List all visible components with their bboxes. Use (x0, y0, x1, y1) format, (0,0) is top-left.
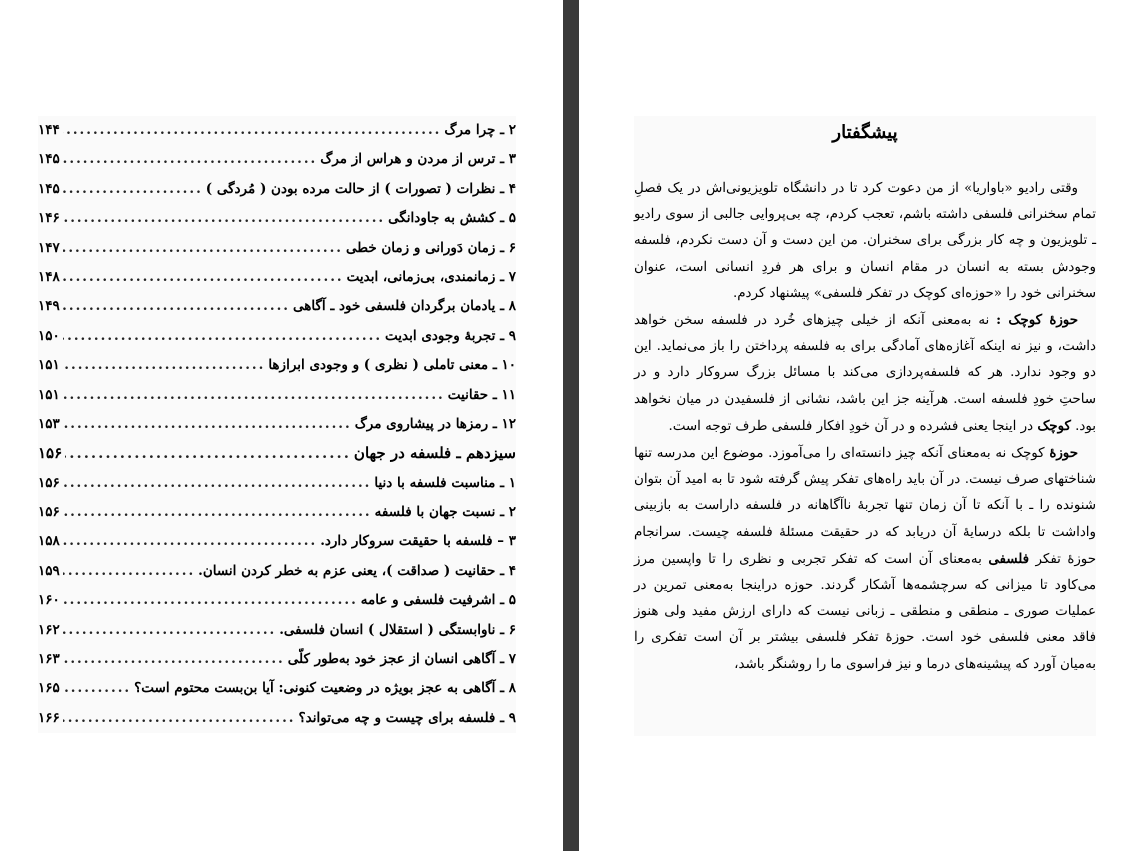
toc-chapter-heading (38, 439, 516, 468)
toc-entry (38, 616, 516, 645)
preface-paragraph-2-text-b: در اینجا یعنی فشرده و در آن خودِ افکار فلسفی طرف توجه است. (668, 418, 1038, 434)
toc-page-number: ۱۶۳ (38, 651, 60, 668)
toc-dot-leader (63, 527, 317, 556)
toc-page-number: ۱۵۱ (38, 357, 60, 374)
term-domain: حوزهٔ (1049, 445, 1078, 462)
toc-page-number: ۱۵۶ (38, 444, 63, 463)
toc-dot-leader (63, 616, 276, 645)
toc-page-number: ۱۵۸ (38, 533, 60, 550)
toc-dot-leader (63, 351, 266, 380)
page-gutter (563, 0, 579, 851)
toc-entry (38, 175, 516, 204)
toc-entry-title: سیزدهم ـ فلسفه در جهان (353, 444, 516, 463)
toc-entry-title: ۱۲ ـ رمزها در پیشاروی مرگ (354, 415, 516, 432)
toc-dot-leader (63, 469, 372, 498)
toc-page-number: ۱۶۶ (38, 709, 60, 726)
toc-entry (38, 498, 516, 527)
toc-entry (38, 116, 516, 145)
toc-entry-title: ۳ ـ ترس از مردن و هراس از مرگ (320, 151, 516, 168)
toc-entry (38, 557, 516, 586)
toc-entry-title: ۲ ـ چرا مرگ (444, 122, 516, 138)
toc-entry-title: ۹ ـ فلسفه برای چیست و چه می‌تواند؟ (298, 709, 516, 726)
toc-dot-leader (63, 204, 385, 233)
toc-dot-leader (63, 175, 203, 204)
preface-paragraph-3-text-b: به‌معنای آن است که تفکر تجربی و نظری را تا واپسین مرز می‌کاود تا میزانی که سرچشمه‌ها آشکار گردند. حوزه دراینجا به‌معنی تمرین در عملیات صوری ـ منطقی و منطقی ـ زبانی نیست که دارای ارزش مفید ولی هنوز فاقد معنی فلسفی خود است. حوزهٔ تفکر فلسفی بیشتر بر آن است تفکری را به‌میان آورد که پیشینه‌های درما و نیز فراسوی ما را روشنگر باشد، (634, 551, 1096, 672)
toc-page-number: ۱۴۹ (38, 298, 60, 315)
toc-dot-leader (63, 263, 344, 292)
term-philosophical: فلسفی (988, 550, 1030, 567)
toc-entry-title: ۶ ـ ناوابستگی ( استقلال ) انسان فلسفی. (279, 621, 516, 638)
term-small: کوچک (1037, 417, 1071, 434)
toc-dot-leader (63, 381, 445, 410)
toc-dot-leader (63, 410, 352, 439)
toc-dot-leader (63, 116, 442, 145)
toc-entry-title: ۱۰ ـ معنی تاملی ( نظری ) و وجودی ابرازها (268, 357, 516, 374)
toc-entry (38, 322, 516, 351)
preface-section (634, 116, 1096, 736)
preface-paragraph-3 (634, 440, 1096, 678)
toc-entry-title: ۷ ـ آگاهی انسان از عجز خود به‌طور کلّی (287, 651, 516, 668)
toc-entry-title: ۷ ـ زمانمندی، بی‌زمانی، ابدیت (346, 268, 516, 285)
toc-dot-leader (63, 292, 290, 321)
toc-dot-leader (63, 704, 296, 733)
toc-entry-title: ۳ – فلسفه با حقیقت سروکار دارد. (320, 533, 516, 550)
toc-dot-leader (63, 645, 285, 674)
toc-entry (38, 381, 516, 410)
toc-page-number: ۱۴۷ (38, 239, 60, 256)
toc-page-number: ۱۴۴ (38, 122, 60, 138)
preface-paragraph-2-text-a: نه به‌معنی آنکه از خیلی چیزهای خُرد در فلسفه سخن خواهد داشت، و نیز نه اینکه آغازه‌های آمادگی برای به فلسفه پرداختن را باز می‌نماید. این دو وجود ندارد. هر که فلسفه‌پردازی می‌کند با مسائل بزرگ سروکار دارد و در ساحتِ خودِ فلسفه است. هرآینه جز این باشد، نشانی از فلسفیدن در میان نخواهد بود. (634, 313, 1096, 434)
toc-entry (38, 410, 516, 439)
toc-page-number: ۱۶۵ (38, 680, 60, 697)
preface-paragraph-2 (634, 307, 1096, 440)
right-page (579, 0, 1146, 851)
toc-dot-leader (63, 557, 195, 586)
term-small-domain: حوزهٔ کوچک : (996, 312, 1078, 329)
toc-entry (38, 263, 516, 292)
toc-entry (38, 351, 516, 380)
toc-page-number: ۱۵۶ (38, 504, 60, 521)
preface-paragraph-1-text: وقتی رادیو «باواریا» از من دعوت کرد تا در دانشگاه تلویزیونی‌اش در یک فصلِ تمام سخنرانی فلسفی داشته باشم، تعجب کردم، چه بی‌پروایی جالبی از سوی رادیو ـ تلویزیون و چه کار بزرگی برای سخنران. من این دست و آن دست نکردم، فلسفه وجودش بسته به انسان در مقام انسان و برای هر فردِ انسانی است، عنوان سخنرانی خود را «حوزه‌ای کوچک در تفکر فلسفی» پیشنهاد کردم. (634, 181, 1096, 301)
toc-entry-title: ۸ ـ یادمان برگردان فلسفی خود ـ آگاهی (292, 298, 516, 315)
toc-entry-title: ۵ ـ اشرفیت فلسفی و عامه (360, 592, 516, 609)
toc-entry-title: ۲ ـ نسبت جهان با فلسفه (374, 504, 516, 521)
preface-paragraph-3-text-a: کوچک نه به‌معنای آنکه چیز دانسته‌ای را می‌آموزد. موضوع این مدرسه تنها شناختهای صرف نیست. در آن باید راه‌های تفکر پیش گرفته شود تا به امید آن بتوان شنونده را ـ با آنکه تا آن زمان تنها تجربهٔ ناآگاهانه در فلسفه داراست به بازبینی واداشت تا بلکه درسایهٔ آن دریابد که در حقیقت مسئلهٔ فلسفه چیست. سرانجام حوزهٔ تفکر (634, 446, 1096, 567)
toc-entry (38, 292, 516, 321)
toc-page-number: ۱۴۵ (38, 151, 60, 168)
toc-entry (38, 586, 516, 615)
toc-entry (38, 704, 516, 733)
toc-page-number: ۱۴۵ (38, 180, 60, 197)
toc-page-number: ۱۶۲ (38, 621, 60, 638)
toc-entry (38, 234, 516, 263)
toc-entry (38, 674, 516, 703)
toc-entry-title: ۹ ـ تجربهٔ وجودی ابدیت (385, 327, 516, 344)
preface-paragraph-1 (634, 176, 1096, 307)
toc-entry-title: ۱۱ ـ حقانیت (447, 386, 516, 403)
toc-dot-leader (63, 498, 372, 527)
toc-page-number: ۱۴۶ (38, 210, 60, 227)
table-of-contents (38, 116, 516, 733)
toc-page-number: ۱۵۹ (38, 562, 60, 579)
toc-entry-title: ۸ ـ آگاهی به عجز بویژه در وضعیت کنونی: آیا بن‌بست محتوم است؟ (134, 680, 516, 697)
toc-page-number: ۱۶۰ (38, 592, 60, 609)
toc-entry (38, 145, 516, 174)
toc-dot-leader (63, 674, 131, 703)
toc-page-number: ۱۵۳ (38, 415, 60, 432)
toc-entry-title: ۴ ـ نظرات ( تصورات ) از حالت مرده بودن ( مُردگی ) (205, 180, 516, 197)
toc-page-number: ۱۵۰ (38, 327, 60, 344)
toc-entry-title: ۱ ـ مناسبت فلسفه با دنیا (374, 474, 516, 491)
toc-entry-title: ۶ ـ زمان دَورانی و زمان خطی (346, 239, 516, 256)
toc-entry (38, 204, 516, 233)
preface-heading: پیشگفتار (832, 122, 898, 143)
left-page (0, 0, 563, 851)
toc-dot-leader (63, 322, 382, 351)
toc-dot-leader (63, 145, 318, 174)
toc-dot-leader (63, 234, 343, 263)
toc-page-number: ۱۵۱ (38, 386, 60, 403)
toc-dot-leader (63, 586, 358, 615)
toc-entry-title: ۵ ـ کشش به جاودانگی (388, 210, 516, 227)
toc-entry (38, 527, 516, 556)
toc-dot-leader (65, 439, 351, 468)
toc-entry-title: ۴ ـ حقانیت ( صداقت )، یعنی عزم به خطر کردن انسان. (198, 562, 516, 579)
toc-entry (38, 469, 516, 498)
toc-page-number: ۱۵۶ (38, 474, 60, 491)
toc-entry (38, 645, 516, 674)
toc-page-number: ۱۴۸ (38, 268, 60, 285)
